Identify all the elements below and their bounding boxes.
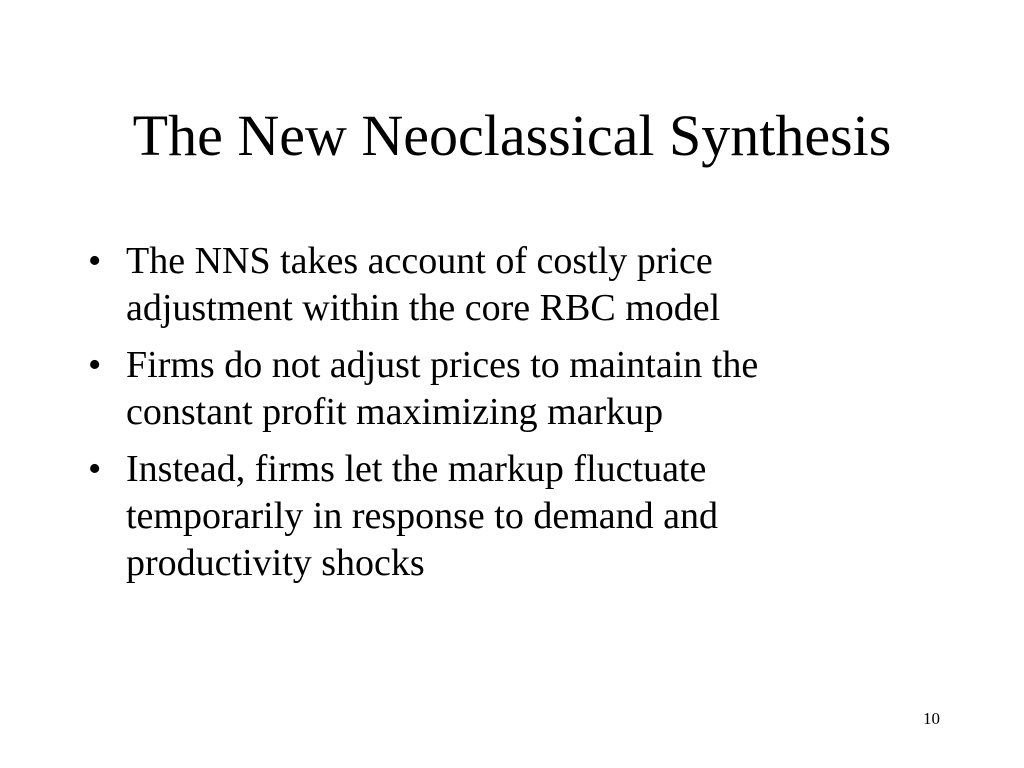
bullet-icon: •	[88, 240, 102, 282]
bullet-item-1	[86, 238, 906, 332]
bullet-text-line: constant profit maximizing markup	[126, 391, 664, 433]
bullet-text-line: Firms do not adjust prices to maintain the	[126, 344, 759, 386]
bullet-icon: •	[88, 344, 102, 386]
bullet-list	[86, 238, 906, 597]
bullet-icon: •	[88, 448, 102, 490]
bullet-item-2	[86, 342, 906, 436]
bullet-item-3	[86, 446, 906, 587]
bullet-text-line: productivity shocks	[126, 542, 425, 584]
bullet-text-line: temporarily in response to demand and	[126, 495, 719, 537]
slide-title: The New Neoclassical Synthesis	[132, 103, 892, 168]
page-number: 10	[923, 709, 940, 728]
bullet-text-line: Instead, firms let the markup fluctuate	[126, 448, 707, 490]
bullet-text-line: The NNS takes account of costly price	[126, 240, 713, 282]
bullet-text-line: adjustment within the core RBC model	[126, 287, 721, 329]
